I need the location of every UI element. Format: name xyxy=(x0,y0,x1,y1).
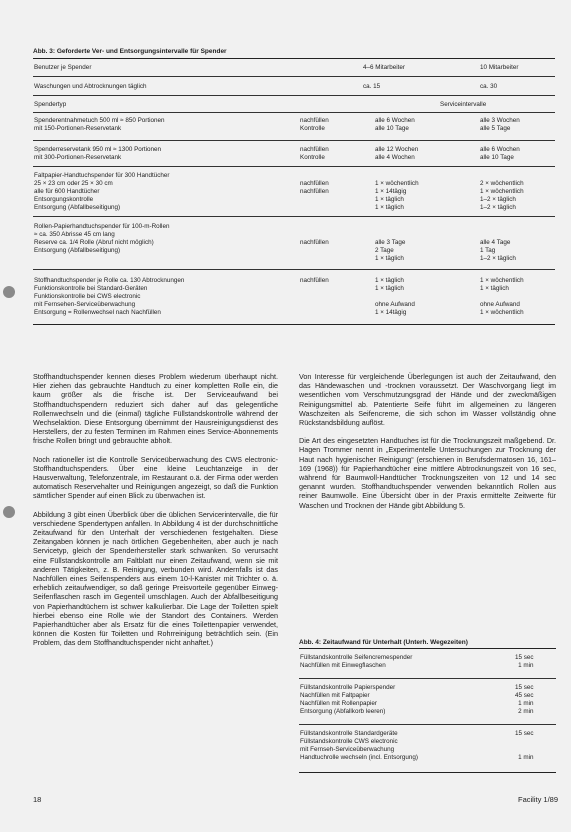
table3-wash-label: Waschungen und Abtrocknungen täglich xyxy=(34,83,147,90)
table3-row1-c3: alle 3 Wochen alle 5 Tage xyxy=(480,117,520,132)
left-paragraph-1: Stoffhandtuchspender kennen dieses Problem wiederum überhaupt nicht. Hier ziehen das gebrauchte Handtuch zu einer kompletten Rolle ein, die kaum größer als die frische ist. Der Serviceaufwand bei Stoffhandtuchspendern reduziert sich daher auf das gelegentliche Rollenwechseln und die (einmal) tägliche Füllstandskontrolle während der Wechselaktion. Diese Entsorgung übernimmt der Hausreinigungsdienst des Herstellers, der zu festen Terminen im Rahmen eines Service-Abonnements frische Rollen bringt und gebrauchte abholt. xyxy=(33,372,278,446)
table4-row1-label: Füllstandskontrolle Seifencremespender Nachfüllen mit Einwegflaschen xyxy=(300,654,413,669)
table3-row5-action: nachfüllen xyxy=(300,277,329,284)
table3-row5-type: Stoffhandtuchspender je Rolle ca. 130 Abtrocknungen Funktionskontrolle bei Standard-Geräten Funktionskontrolle bei CWS electronic mit Fernsehen-Serviceüberwachung Entsorgung = Rollenwechsel nach Nachfüllen xyxy=(34,277,185,316)
table3-row5-c3: 1 × wöchentlich 1 × täglich ohne Aufwand 1 × wöchentlich xyxy=(480,277,524,316)
table3-row3-c3: 2 × wöchentlich 1 × wöchentlich 1–2 × täglich 1–2 × täglich xyxy=(480,180,524,211)
table4-row2-time: 15 sec 45 sec 1 min 2 min xyxy=(515,684,534,715)
table3-row1-type: Spenderentnahmetuch 500 ml ≈ 850 Portionen mit 150-Portionen-Reservetank xyxy=(34,117,165,132)
table4-row3-label: Füllstandskontrolle Standardgeräte Füllstandskontrolle CWS electronic mit Fernseh-Serviceüberwachung Handtuchrolle wechseln (incl. Entsorgung) xyxy=(300,730,418,761)
table3-row3-c2: 1 × wöchentlich 1 × 14tägig 1 × täglich 1 × täglich xyxy=(375,180,419,211)
right-paragraph-2: Die Art des eingesetzten Handtuches ist für die Trocknungszeit maßgebend. Dr. Hagen Trommer nennt in „Experimentelle Untersuchungen zur Trocknung der Haut nach hygienischer Reinigung“ (erschienen in Berufsdermatosen 16, 161–169 (1968)) für Papierhandtücher eine mittlere Abtrocknungszeit von 16 sec, während für Baumwoll-Handtücher Trocknungszeiten von 12 und 14 sec genannt wurden. Stoffhandtuchspender verwenden bekanntlich Rollen aus reiner Baumwolle. Eine Übersicht über in der Praxis ermittelte Zeitwerte für Waschen und Trocknen der Hände gibt Abbildung 5. xyxy=(299,436,556,510)
table3-users-c2: 4–6 Mitarbeiter xyxy=(363,64,405,71)
table4-row3-time: 15 sec 1 min xyxy=(515,730,534,761)
table3-users-c3: 10 Mitarbeiter xyxy=(480,64,519,71)
table3-row4-c3: alle 4 Tage 1 Tag 1–2 × täglich xyxy=(480,239,516,262)
table3-wash-c3: ca. 30 xyxy=(480,83,498,90)
table3-row2-c2: alle 12 Wochen alle 4 Wochen xyxy=(375,146,419,161)
left-paragraph-2: Noch rationeller ist die Kontrolle Serviceüberwachung des CWS electronic-Stoffhandtuchspenders. Über eine kleine Leuchtanzeige in der Hausverwaltung, Telefonzentrale, im Restaurant o.ä. der Firma oder werden automatisch Reservehalter und Reinigungen angezeigt, so daß die Funktion sämtlicher Spender auf einen Blick zu überwachen ist. xyxy=(33,454,278,501)
table3-row1-c2: alle 6 Wochen alle 10 Tage xyxy=(375,117,415,132)
table3-row2-type: Spenderreservetank 950 ml ≈ 1300 Portionen mit 300-Portionen-Reservetank xyxy=(34,146,162,161)
table3-row3-type: Faltpapier-Handtuchspender für 300 Handtücher 25 × 23 cm oder 25 × 30 cm alle für 600 Handtücher Entsorgungskontrolle Entsorgung (Abfallbeseitigung) xyxy=(34,172,170,211)
table4-row2-label: Füllstandskontrolle Papierspender Nachfüllen mit Faltpapier Nachfüllen mit Rollenpapier Entsorgung (Abfallkorb leeren) xyxy=(300,684,396,715)
table3-row4-c2: alle 3 Tage 2 Tage 1 × täglich xyxy=(375,239,406,262)
table3-intervals-label: Serviceintervalle xyxy=(440,101,487,108)
punch-hole-top xyxy=(3,286,15,298)
table3-wash-c2: ca. 15 xyxy=(363,83,381,90)
table3-row3-action: nachfüllen nachfüllen xyxy=(300,180,329,195)
table3-row2-c3: alle 6 Wochen alle 10 Tage xyxy=(480,146,520,161)
table4-row1-time: 15 sec 1 min xyxy=(515,654,534,669)
left-paragraph-3: Abbildung 3 gibt einen Überblick über die üblichen Servicerintervalle, die für verschiedene Spendertypen anfallen. In Abbildung 4 ist der durchschnittliche Zeitaufwand für den Unterhalt der verschiedenen festgehalten. Diese Zeitangaben können je nach örtlichen Gegebenheiten, aber auch je nach Servicetyp, gleich der Spenderhersteller stark schwanken. So verursacht eine Füllstandskontrolle am Faltblatt nur einen Zeitaufwand, wenn sie mit anderen Tätigkeiten, z. B. Reinigung, verbunden wird. Andernfalls ist das Nachfüllen eines Seifenspenders aus einem 10-l-Kanister mit Trichter o. ä. erheblich zeitaufwendiger, so daß geringe Preisvorteile gegenüber Einweg-Seifenflaschen rasch im Gegenteil umschlagen. Auch der Abfallbeseitigung von Papierhandtüchern ist schwer kalkulierbar. Die Lage der Toiletten spielt hierbei ebenso eine Rolle wie der Standort des Containers. Werden Papierhandtücher aber als Ersatz für die eines Toilettenpapier verwendet, können die Kosten für Toiletten und Rohrreinigung beträchtlich sein. (Ein Problem, das dem Stoffhandtuchspender nicht anhaftet.) xyxy=(33,509,278,648)
table3-row5-c2: 1 × täglich 1 × täglich ohne Aufwand 1 × 14tägig xyxy=(375,277,415,316)
table3-row4-action: nachfüllen xyxy=(300,239,329,246)
table4-caption: Abb. 4: Zeitaufwand für Unterhalt (Unterh. Wegezeiten) xyxy=(299,639,468,646)
journal-footer: Facility 1/89 xyxy=(518,795,559,804)
table3-row1-action: nachfüllen Kontrolle xyxy=(300,117,329,132)
page-number: 18 xyxy=(33,795,42,804)
punch-hole-bottom xyxy=(3,506,15,518)
right-column xyxy=(299,372,556,519)
table3-row2-action: nachfüllen Kontrolle xyxy=(300,146,329,161)
right-paragraph-1: Von Interesse für vergleichende Überlegungen ist auch der Zeitaufwand, den das Händewaschen und -trocknen voraussetzt. Der Waschvorgang liegt im wesentlichen vom Verschmutzungsgrad der Hände und der zweckmäßigen Reinigungsmittel ab. Patentierte Seife führt im allgemeinen zu längeren Waschzeiten als Seifencreme, die sich schon im Wasser vollständig ohne Rückstandsbildung auflöst. xyxy=(299,372,556,428)
table3-caption: Abb. 3: Geforderte Ver- und Entsorgungsintervalle für Spender xyxy=(33,48,227,55)
table3-users-label: Benutzer je Spender xyxy=(34,64,92,71)
table3-row4-type: Rollen-Papierhandtuchspender für 100-m-Rollen ≈ ca. 350 Abrisse 45 cm lang Reserve ca. 1/4 Rolle (Abruf nicht möglich) Entsorgung (Abfallbeseitigung) xyxy=(34,223,170,254)
table3-spendertyp-label: Spendertyp xyxy=(34,101,67,108)
left-column xyxy=(33,372,278,657)
